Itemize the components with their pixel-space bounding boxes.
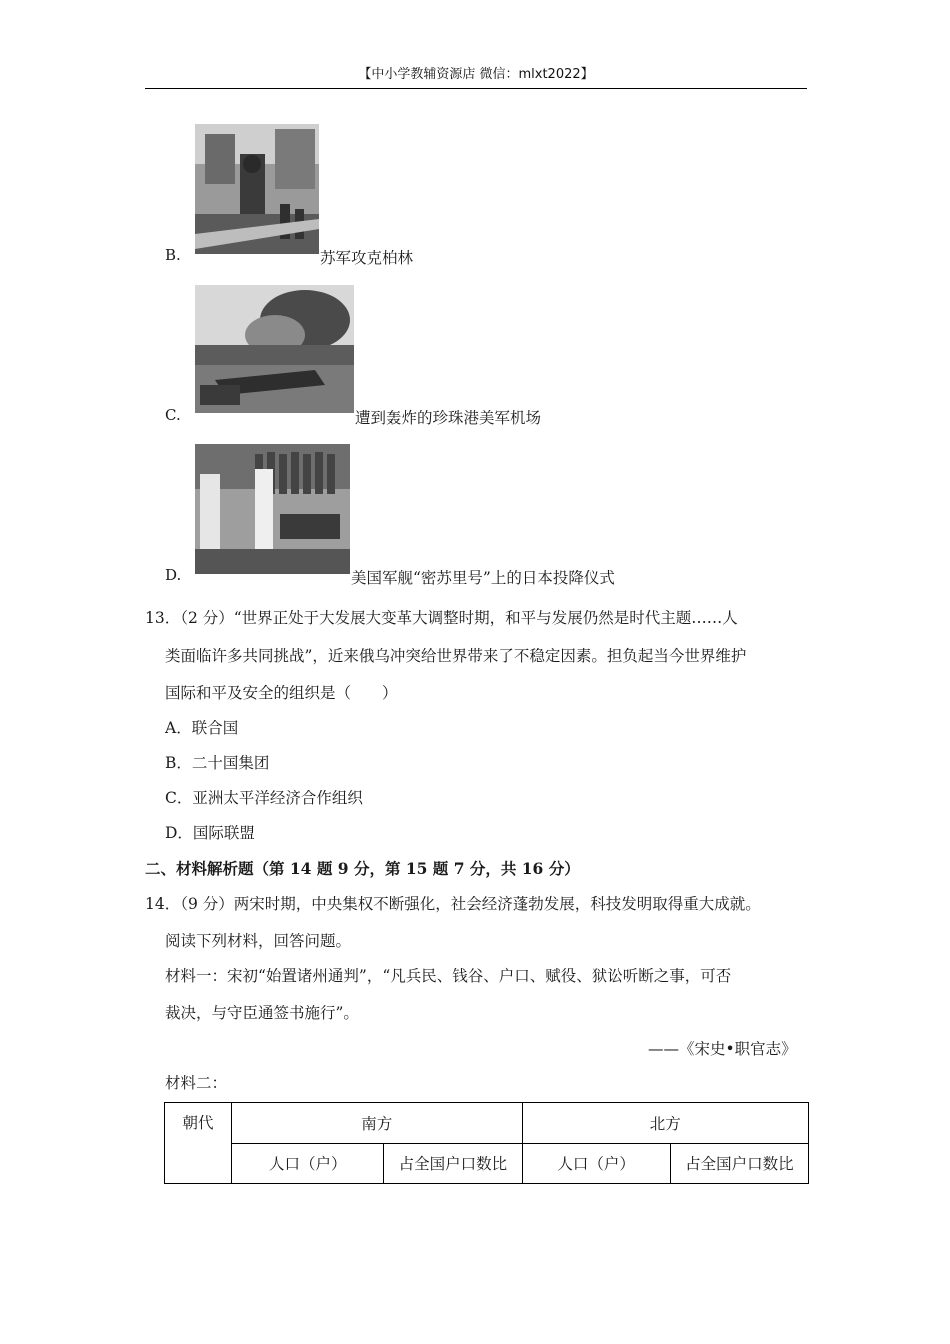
material-2-label: 材料二：: [165, 1074, 228, 1092]
q14-line-2: 阅读下列材料，回答问题。: [165, 932, 352, 950]
page-header: 【中小学教辅资源店 微信：mlxt2022】: [145, 66, 807, 89]
population-table: [164, 1102, 809, 1184]
q14-line-4: 裁决，与守臣通签书施行”。: [165, 1004, 359, 1022]
table-header-south: 南方: [232, 1103, 522, 1144]
table-subheader: 占全国户口数比: [384, 1143, 522, 1184]
q14-source: ——《宋史•职官志》: [648, 1040, 797, 1058]
q13-option-d: D．国际联盟: [165, 824, 255, 842]
option-b-caption: 苏军攻克柏林: [320, 249, 414, 267]
table-subheader: 人口（户）: [232, 1143, 384, 1184]
q14-line-1: 14．（9 分）两宋时期，中央集权不断强化，社会经济蓬勃发展，科技发明取得重大成就。: [145, 895, 761, 913]
q13-option-a: A．联合国: [165, 719, 239, 737]
dynasty-label: 朝代: [182, 1114, 214, 1132]
option-d-letter: D.: [165, 566, 182, 584]
q13-option-b: B．二十国集团: [165, 754, 270, 772]
section-2-title: 二、材料解析题（第 14 题 9 分，第 15 题 7 分，共 16 分）: [145, 859, 580, 878]
option-d-caption: 美国军舰“密苏里号”上的日本投降仪式: [351, 569, 615, 587]
soviet-berlin-photo: [195, 124, 319, 254]
q13-option-c: C．亚洲太平洋经济合作组织: [165, 789, 363, 807]
pearl-harbor-photo: [195, 285, 354, 413]
table-header-dynasty: [165, 1103, 232, 1184]
q14-line-3: 材料一：宋初“始置诸州通判”，“凡兵民、钱谷、户口、赋役、狱讼听断之事，可否: [165, 967, 732, 985]
option-b-letter: B.: [165, 246, 181, 264]
japan-surrender-photo: [195, 444, 350, 574]
q13-line-2: 类面临许多共同挑战”，近来俄乌冲突给世界带来了不稳定因素。担负起当今世界维护: [165, 647, 747, 665]
q13-line-1: 13．（2 分）“世界正处于大发展大变革大调整时期，和平与发展仍然是时代主题……人: [145, 609, 738, 627]
table-header-north: 北方: [522, 1103, 808, 1144]
q13-line-3: 国际和平及安全的组织是（ ）: [165, 684, 398, 702]
option-c-letter: C.: [165, 406, 181, 424]
option-c-caption: 遭到轰炸的珍珠港美军机场: [355, 409, 542, 427]
table-subheader: 占全国户口数比: [670, 1143, 808, 1184]
table-subheader: 人口（户）: [522, 1143, 670, 1184]
